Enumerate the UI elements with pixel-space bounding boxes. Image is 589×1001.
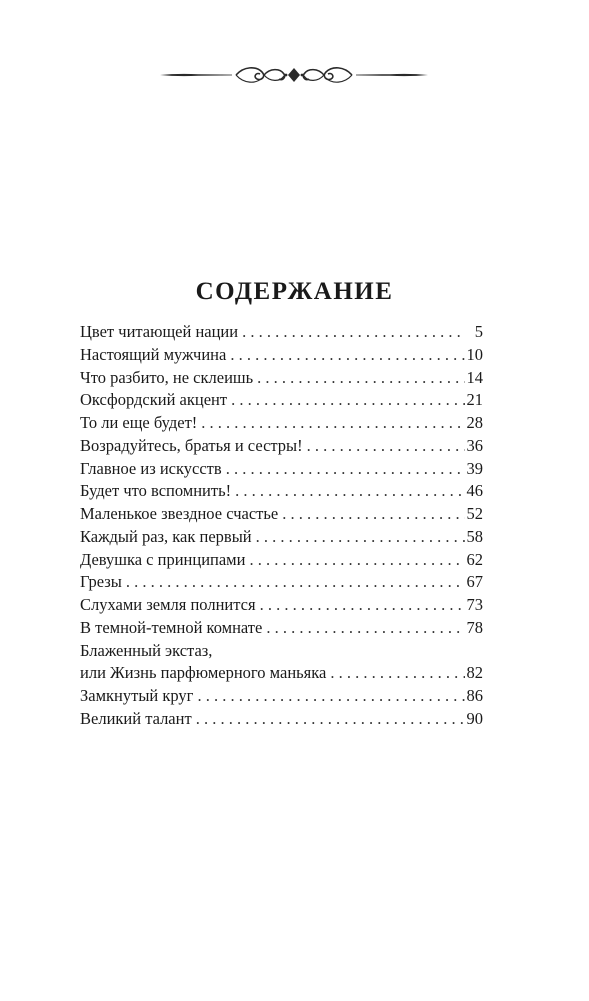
dot-leader — [252, 526, 465, 549]
toc-entry-page-number: 21 — [466, 390, 483, 410]
toc-entry-line — [80, 708, 483, 731]
toc-entry-line — [80, 640, 483, 663]
dot-leader — [193, 685, 465, 708]
toc-entry — [80, 321, 483, 344]
toc-entry — [80, 617, 483, 640]
dot-leader — [262, 617, 465, 640]
toc-entry-title-line1: Блаженный экстаз, — [80, 640, 213, 660]
toc-entry-title: Маленькое звездное счастье — [80, 504, 279, 523]
toc-entry-page-number: 62 — [466, 549, 483, 569]
toc-entry-page-number: 78 — [466, 617, 483, 637]
dot-leader — [192, 708, 465, 731]
toc-entry-title: Слухами земля полнится — [80, 595, 256, 614]
toc-entry — [80, 389, 483, 412]
toc-entry-line — [80, 458, 483, 481]
toc-entry-line — [80, 435, 483, 458]
toc-entry-page-number: 58 — [466, 526, 483, 546]
toc-entry-line — [80, 367, 483, 390]
dot-leader — [303, 435, 465, 458]
toc-entry — [80, 571, 483, 594]
toc-entry-title: Каждый раз, как первый — [80, 526, 252, 546]
toc-entry-line — [80, 321, 483, 344]
toc-entry-line — [80, 412, 483, 435]
toc-entry-line — [80, 685, 483, 708]
toc-entry-title: Будет что вспомнить! — [80, 481, 232, 501]
dot-leader — [122, 571, 465, 594]
toc-entry-page-number: 36 — [466, 435, 483, 455]
dot-leader — [253, 367, 465, 390]
toc-entry-line — [80, 503, 483, 526]
toc-entry-title: или Жизнь парфюмерного маньяка — [80, 663, 327, 683]
toc-entry-title: Что разбито, не склеишь — [80, 367, 254, 387]
page-title: СОДЕРЖАНИЕ — [195, 278, 394, 305]
toc-entry-line — [80, 571, 483, 594]
toc-entry — [80, 708, 483, 731]
toc-entry-page-number: 10 — [466, 344, 483, 364]
toc-entry-title: Настоящий мужчина — [80, 344, 227, 364]
dot-leader — [326, 662, 465, 685]
toc-entry — [80, 549, 483, 572]
toc-entry-page-number: 73 — [466, 595, 483, 614]
dot-leader — [222, 458, 465, 481]
toc-entry — [80, 640, 483, 686]
dot-leader — [197, 412, 465, 435]
dot-leader — [226, 344, 465, 367]
toc-entry-page-number: 46 — [466, 481, 483, 501]
dot-leader — [278, 503, 465, 526]
toc-entry-title: Главное из искусств — [80, 458, 222, 478]
toc-entry-page-number: 52 — [466, 504, 483, 523]
toc-entry-line — [80, 594, 483, 617]
toc-entry — [80, 480, 483, 503]
toc-entry — [80, 685, 483, 708]
toc-entry-page-number: 39 — [466, 458, 483, 478]
toc-entry-title: Замкнутый круг — [80, 686, 194, 705]
toc-entry-title: Грезы — [80, 572, 122, 592]
dot-leader — [256, 594, 465, 617]
toc-entry-title: То ли еще будет! — [80, 413, 198, 432]
toc-entry-title: Великий талант — [80, 708, 192, 728]
toc-entry-title: Цвет читающей нации — [80, 322, 239, 341]
dot-leader — [231, 480, 465, 503]
toc-entry-line — [80, 662, 483, 685]
toc-entry-page-number: 28 — [466, 413, 483, 432]
table-of-contents — [80, 321, 483, 731]
dot-leader — [238, 321, 465, 344]
toc-entry-title: Девушка с принципами — [80, 549, 246, 569]
flourish-ornament-icon — [158, 62, 430, 88]
toc-entry-page-number: 14 — [466, 367, 483, 387]
toc-entry — [80, 458, 483, 481]
toc-entry — [80, 526, 483, 549]
toc-entry-page-number: 90 — [466, 708, 483, 728]
toc-entry-line — [80, 480, 483, 503]
toc-entry — [80, 435, 483, 458]
toc-entry-page-number: 67 — [466, 572, 483, 592]
toc-entry — [80, 412, 483, 435]
toc-entry-title: В темной-темной комнате — [80, 617, 263, 637]
toc-entry-page-number: 86 — [466, 686, 483, 705]
toc-entry-title: Оксфордский акцент — [80, 390, 228, 410]
toc-entry-line — [80, 344, 483, 367]
toc-entry — [80, 503, 483, 526]
dot-leader — [227, 389, 465, 412]
toc-entry — [80, 344, 483, 367]
toc-entry-line — [80, 526, 483, 549]
toc-entry-title: Возрадуйтесь, братья и сестры! — [80, 435, 303, 455]
toc-entry-line — [80, 617, 483, 640]
toc-entry-line — [80, 389, 483, 412]
toc-entry-page-number: 82 — [466, 663, 483, 683]
toc-entry-line — [80, 549, 483, 572]
dot-leader — [245, 549, 465, 572]
toc-entry — [80, 594, 483, 617]
toc-entry — [80, 367, 483, 390]
toc-entry-page-number: 5 — [474, 322, 483, 341]
